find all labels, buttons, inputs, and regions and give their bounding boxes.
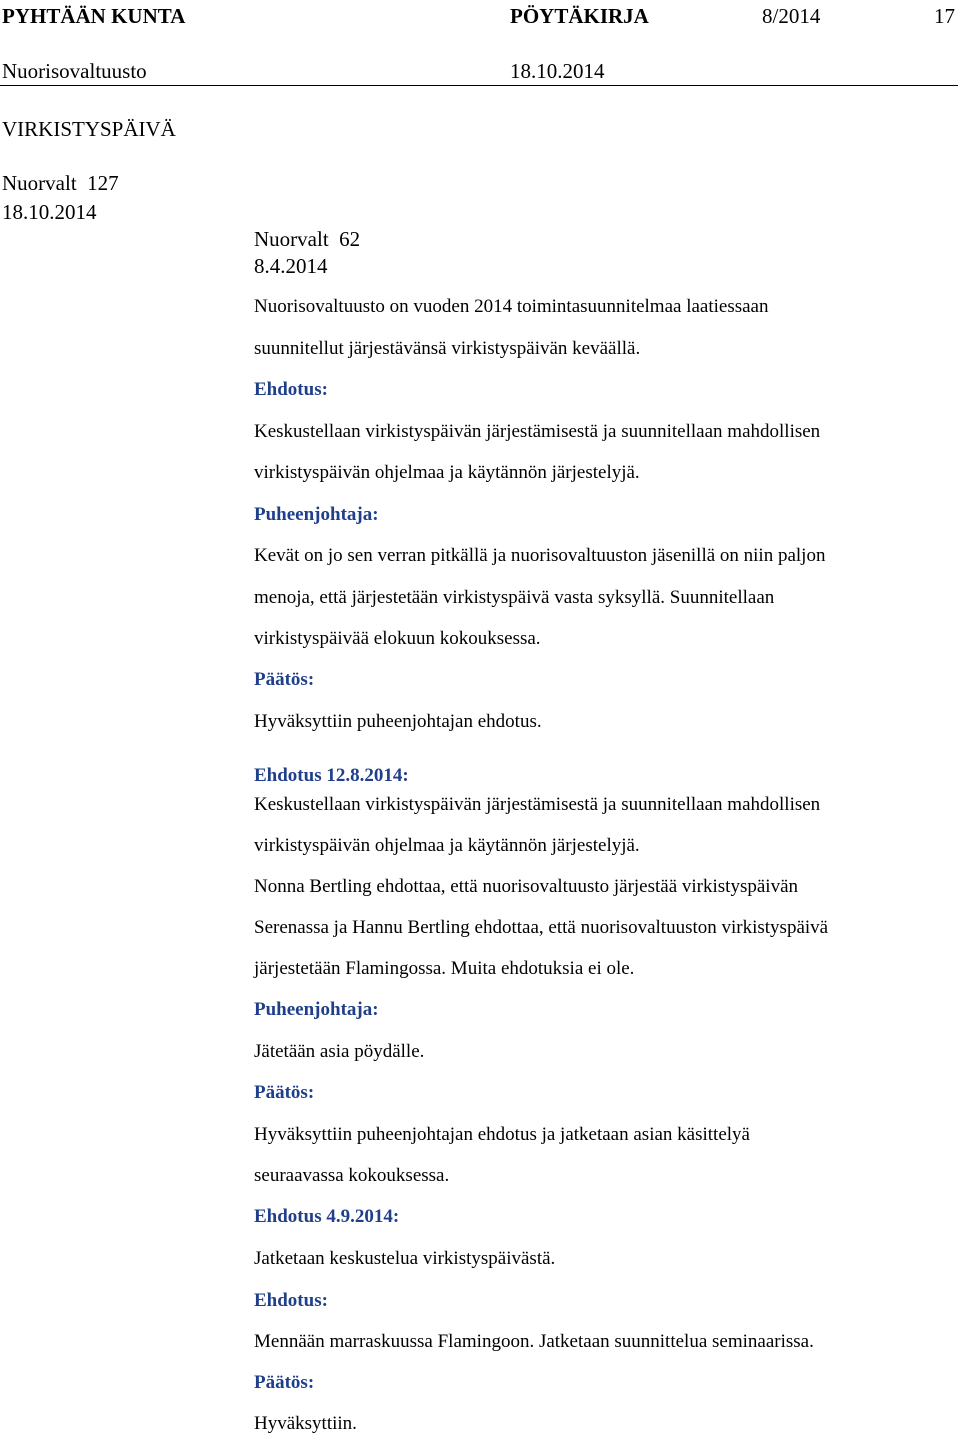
heading-paatos-2: Päätös: [254,1082,315,1103]
page-title: VIRKISTYSPÄIVÄ [2,117,176,141]
heading-ehdotus-3: Ehdotus 4.9.2014: [254,1206,400,1227]
previous-date: 8.4.2014 [254,254,328,278]
intro-line-1: Nuorisovaltuusto on vuoden 2014 toimintasuunnitelmaa laatiessaan [254,296,769,317]
nonna-line-3: järjestetään Flamingossa. Muita ehdotuksia ei ole. [254,958,635,979]
meeting-date: 18.10.2014 [510,59,605,83]
ehdotus-3-line-1: Jatketaan keskustelua virkistyspäivästä. [254,1248,556,1269]
paatos-2-line-2: seuraavassa kokouksessa. [254,1165,450,1186]
municipality-name: PYHTÄÄN KUNTA [2,4,186,28]
previous-reference: Nuorvalt 62 [254,227,361,251]
nonna-line-1: Nonna Bertling ehdottaa, että nuorisovaltuusto järjestää virkistyspäivän [254,876,799,897]
ehdotus-4-line-1: Mennään marraskuussa Flamingoon. Jatketaan suunnittelua seminaarissa. [254,1331,814,1352]
intro-line-2: suunnitellut järjestävänsä virkistyspäivän keväällä. [254,338,641,359]
ehdotus-2-line-2: virkistyspäivän ohjelmaa ja käytännön järjestelyjä. [254,835,640,856]
document-number: 8/2014 [762,4,821,28]
nonna-line-2: Serenassa ja Hannu Bertling ehdottaa, että nuorisovaltuuston virkistyspäivä [254,917,829,938]
section-date: 18.10.2014 [2,200,97,224]
puheenjohtaja-1-line-3: virkistyspäivää elokuun kokouksessa. [254,628,541,649]
heading-puheenjohtaja-1: Puheenjohtaja: [254,504,379,525]
paatos-1-line-1: Hyväksyttiin puheenjohtajan ehdotus. [254,711,542,732]
section-reference: Nuorvalt 127 [2,171,119,195]
heading-ehdotus-2: Ehdotus 12.8.2014: [254,765,409,786]
paatos-2-line-1: Hyväksyttiin puheenjohtajan ehdotus ja jatketaan asian käsittelyä [254,1124,750,1145]
document-type: PÖYTÄKIRJA [510,4,649,28]
heading-puheenjohtaja-2: Puheenjohtaja: [254,999,379,1020]
puheenjohtaja-1-line-1: Kevät on jo sen verran pitkällä ja nuorisovaltuuston jäsenillä on niin paljon [254,545,826,566]
puheenjohtaja-1-line-2: menoja, että järjestetään virkistyspäivä vasta syksyllä. Suunnitellaan [254,587,775,608]
organ-name: Nuorisovaltuusto [2,59,147,83]
heading-paatos-1: Päätös: [254,669,315,690]
ehdotus-2-line-1: Keskustellaan virkistyspäivän järjestämisestä ja suunnitellaan mahdollisen [254,794,821,815]
puheenjohtaja-2-line-1: Jätetään asia pöydälle. [254,1041,425,1062]
header-divider [0,85,958,86]
ehdotus-1-line-1: Keskustellaan virkistyspäivän järjestämisestä ja suunnitellaan mahdollisen [254,421,821,442]
heading-ehdotus-4: Ehdotus: [254,1290,328,1311]
heading-paatos-3: Päätös: [254,1372,315,1393]
page-number: 17 [934,4,955,28]
ehdotus-1-line-2: virkistyspäivän ohjelmaa ja käytännön järjestelyjä. [254,462,640,483]
heading-ehdotus-1: Ehdotus: [254,379,328,400]
paatos-3-line-1: Hyväksyttiin. [254,1413,357,1434]
